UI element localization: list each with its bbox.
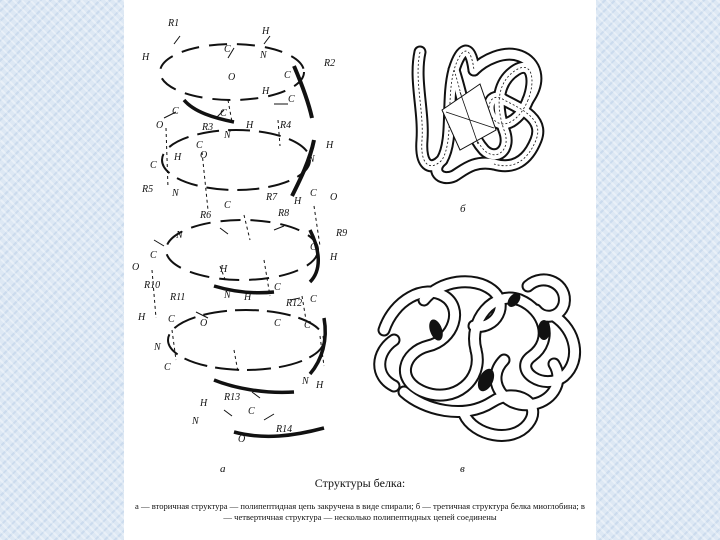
atom-label: C: [172, 106, 179, 117]
atom-label: R3: [202, 122, 214, 133]
atom-label: H: [246, 120, 254, 131]
atom-label: R6: [200, 210, 212, 221]
atom-label: C: [168, 314, 175, 325]
atom-label: N: [260, 50, 267, 61]
atom-label: C: [274, 282, 281, 293]
helix-turn: [168, 310, 324, 370]
atom-label: H: [326, 140, 334, 151]
atom-label: R13: [224, 392, 241, 403]
atom-label: C: [224, 44, 231, 55]
atom-label: C: [224, 200, 231, 211]
atom-label: O: [200, 318, 208, 329]
panel-label-c: в: [460, 463, 465, 475]
atom-label: H: [330, 252, 338, 263]
atom-label: R8: [278, 208, 290, 219]
atom-label: R4: [280, 120, 292, 131]
atom-label: C: [164, 362, 171, 373]
atom-label: H: [244, 292, 252, 303]
figure-title: Структуры белка:: [314, 476, 406, 490]
atom-label: H: [174, 152, 182, 163]
atom-label: R12: [286, 298, 303, 309]
atom-label: R10: [144, 280, 161, 291]
atom-label: N: [172, 188, 179, 199]
atom-label: C: [220, 108, 227, 119]
atom-label: N: [192, 416, 199, 427]
atom-label: C: [274, 318, 281, 329]
atom-label: N: [302, 376, 309, 387]
atom-label: H: [262, 86, 270, 97]
atom-label: N: [224, 130, 231, 141]
atom-label: R1: [168, 18, 180, 29]
figure-caption: а — вторичная структура — полипептидная цепь закручена в виде спирали; б — третичная структура белка миоглобина; в — четвертичная структура — несколько полипептидных цепей соединены: [135, 501, 585, 522]
protein-structures-figure: [124, 0, 596, 540]
atom-label: O: [200, 150, 208, 161]
backbone-bold: [310, 318, 325, 374]
atom-label: C: [304, 320, 311, 331]
atom-label: R2: [324, 58, 336, 69]
atom-label: H: [316, 380, 324, 391]
atom-label: O: [132, 262, 140, 273]
atom-label: R5: [142, 184, 154, 195]
panel-label-b: б: [460, 203, 466, 215]
quaternary-structure-diagram: [380, 280, 575, 436]
atom-label: H: [294, 196, 302, 207]
atom-label: N: [154, 342, 161, 353]
atom-label: H: [262, 26, 270, 37]
atom-label: H: [200, 398, 208, 409]
atom-label: H: [142, 52, 150, 63]
atom-label: C: [150, 160, 157, 171]
helix-turn: [166, 220, 318, 280]
atom-label: N: [308, 154, 315, 165]
atom-label: R7: [266, 192, 278, 203]
atom-label: R11: [170, 292, 186, 303]
atom-label: C: [310, 188, 317, 199]
atom-label: C: [248, 406, 255, 417]
atom-label: H: [220, 264, 228, 275]
atom-label: C: [150, 250, 157, 261]
atom-label: N: [176, 230, 183, 241]
atom-label: R9: [336, 228, 348, 239]
atom-label: H: [138, 312, 146, 323]
atom-label: C: [196, 140, 203, 151]
atom-label: C: [288, 94, 295, 105]
atom-label: O: [330, 192, 338, 203]
atom-label: O: [228, 72, 236, 83]
atom-label: O: [156, 120, 164, 131]
atom-label: O: [238, 434, 246, 445]
myoglobin-tertiary-diagram: [418, 51, 538, 178]
atom-label: C: [310, 242, 317, 253]
atom-label: R14: [276, 424, 293, 435]
atom-label: C: [284, 70, 291, 81]
atom-label: N: [224, 290, 231, 301]
panel-label-a: а: [220, 463, 226, 475]
slide: [124, 0, 596, 540]
atom-label: C: [310, 294, 317, 305]
helix-turn: [162, 130, 310, 190]
backbone-bold: [214, 380, 294, 392]
